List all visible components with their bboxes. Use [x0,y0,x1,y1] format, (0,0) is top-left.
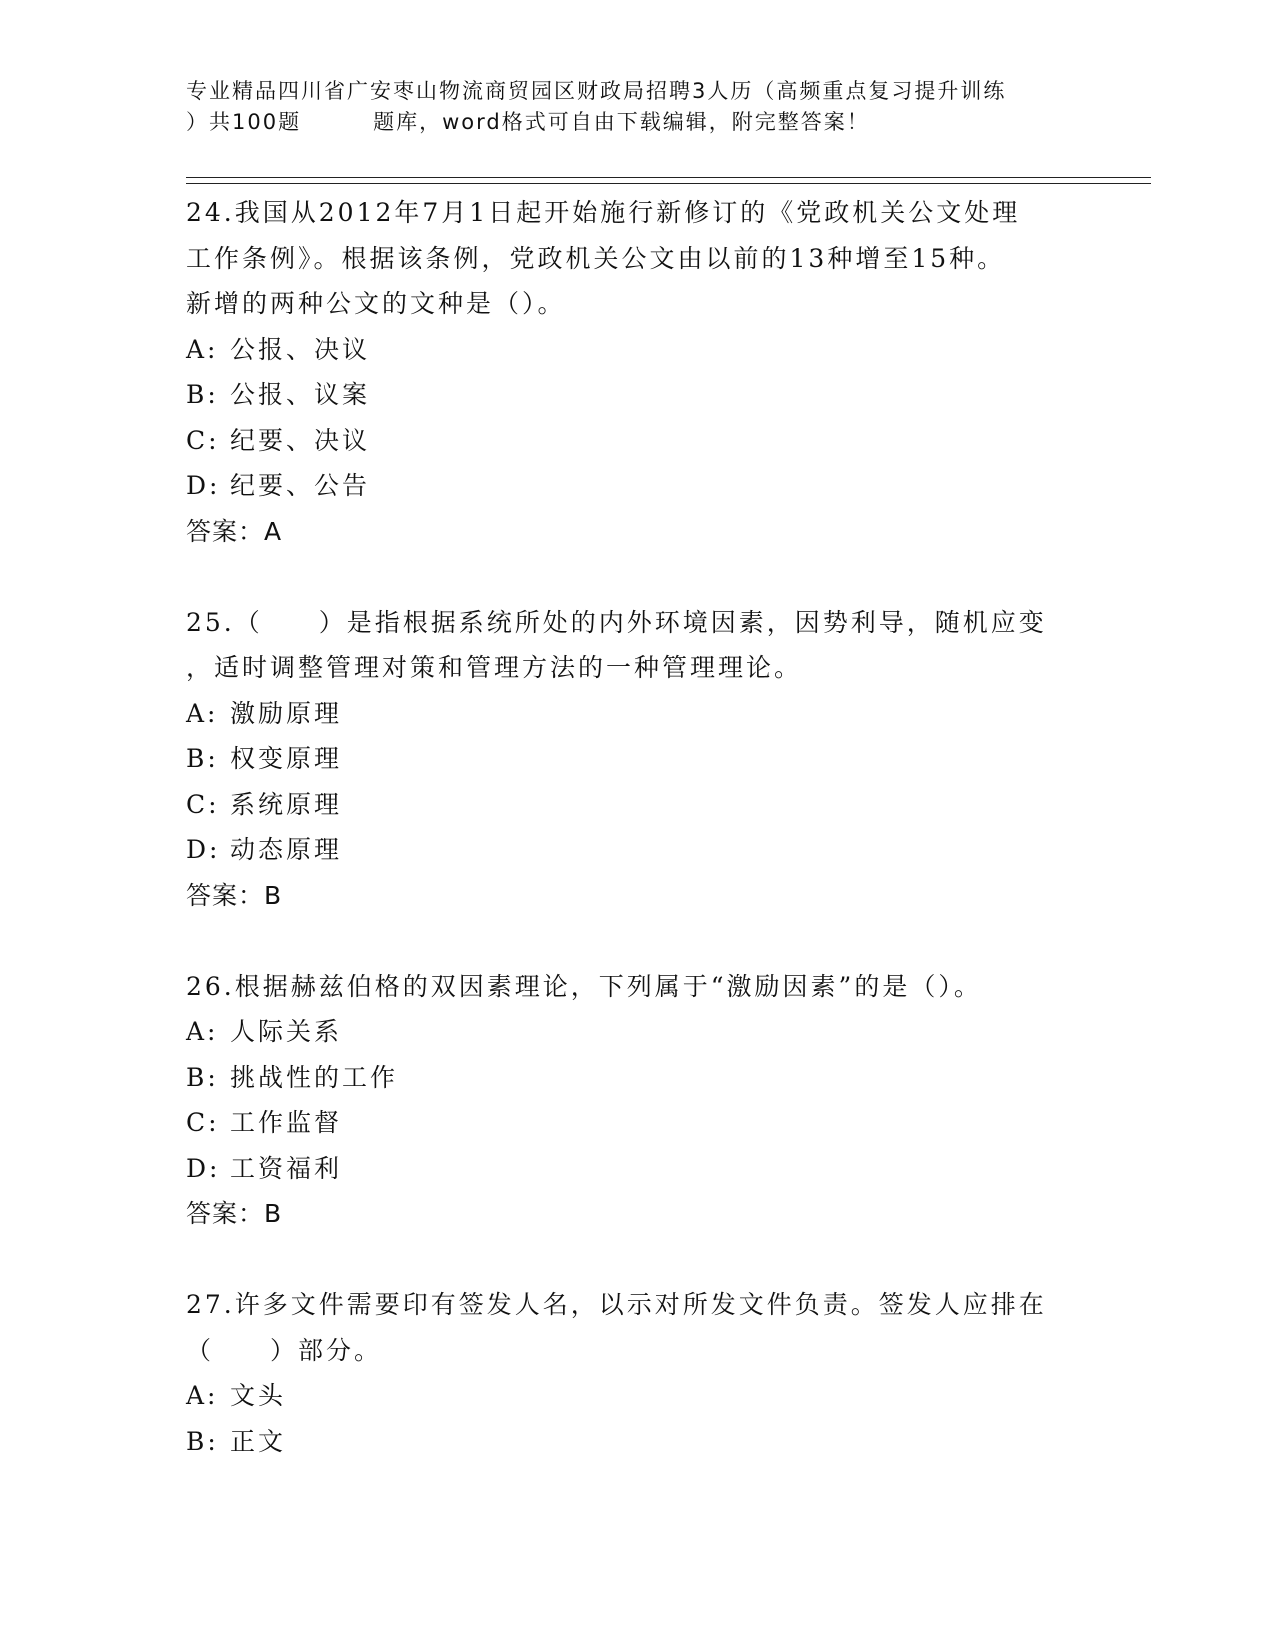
question-list [186,190,1086,1509]
answer-option [186,372,1086,418]
question-block [186,190,1086,555]
option-key: A: [186,1017,219,1046]
question-text-line: （ ）部分。 [186,1335,383,1365]
question-text-line: ，适时调整管理对策和管理方法的一种管理理论。 [186,653,803,682]
answer-option [186,418,1086,464]
option-text: 激励原理 [230,698,343,728]
option-key: C: [186,425,220,455]
option-text: 文头 [230,1381,287,1410]
option-text: 人际关系 [230,1017,343,1046]
question-text-line: 新增的两种公文的文种是（）。 [186,289,566,318]
option-key: C: [186,1108,220,1137]
option-key: A: [186,334,219,364]
option-text: 工作监督 [230,1108,343,1137]
question-text-line: 26.根据赫兹伯格的双因素理论，下列属于“激励因素”的是（）。 [186,971,982,1001]
option-text: 公报、议案 [230,380,371,409]
option-key: D: [186,835,221,864]
option-key: B: [186,744,219,773]
answer-option [186,463,1086,509]
option-key: D: [186,471,221,500]
answer-option [186,1055,1086,1101]
question-block [186,600,1086,919]
option-key: D: [186,1153,221,1183]
answer-option [186,1100,1086,1146]
answer-key: 答案：B [186,1199,283,1228]
option-text: 纪要、决议 [230,425,371,455]
option-text: 动态原理 [230,835,343,864]
answer-option [186,1009,1086,1055]
header-title-line-2 [186,107,1086,138]
header-divider-top [186,177,1151,178]
option-text: 工资福利 [230,1153,343,1183]
answer-option [186,691,1086,737]
option-text: 公报、决议 [230,334,371,364]
question-text-line: 25.（ ）是指根据系统所处的内外环境因素，因势利导，随机应变 [186,607,1047,637]
answer-option [186,1373,1086,1419]
document-header [186,76,1086,138]
question-text-line: 工作条例》。根据该条例，党政机关公文由以前的13种增至15种。 [186,243,1006,273]
question-text-line: 27.许多文件需要印有签发人名，以示对所发文件负责。签发人应排在 [186,1290,1047,1319]
header-title-line-1: 专业精品四川省广安枣山物流商贸园区财政局招聘3人历（高频重点复习提升训练 [186,79,1007,103]
answer-option [186,736,1086,782]
answer-option [186,1419,1086,1465]
header-divider-bottom [186,183,1151,184]
option-text: 系统原理 [230,789,343,819]
question-block [186,1282,1086,1464]
option-key: B: [186,1062,219,1092]
answer-option [186,827,1086,873]
question-block [186,964,1086,1238]
option-key: B: [186,380,219,409]
option-text: 权变原理 [230,744,343,773]
option-text: 纪要、公告 [230,471,371,500]
answer-key: 答案：A [186,516,283,546]
answer-key: 答案：B [186,880,283,910]
answer-option [186,1146,1086,1192]
option-text: 挑战性的工作 [230,1062,399,1092]
option-text: 正文 [230,1426,287,1456]
option-key: C: [186,789,220,819]
header-question-count: ）共100题 [186,110,302,134]
option-key: A: [186,1381,219,1410]
question-text-line: 24.我国从2012年7月1日起开始施行新修订的《党政机关公文处理 [186,198,1021,227]
answer-option [186,327,1086,373]
answer-option [186,782,1086,828]
option-key: A: [186,698,219,728]
option-key: B: [186,1426,219,1456]
header-subtitle: 题库，word格式可自由下载编辑，附完整答案！ [373,110,870,134]
